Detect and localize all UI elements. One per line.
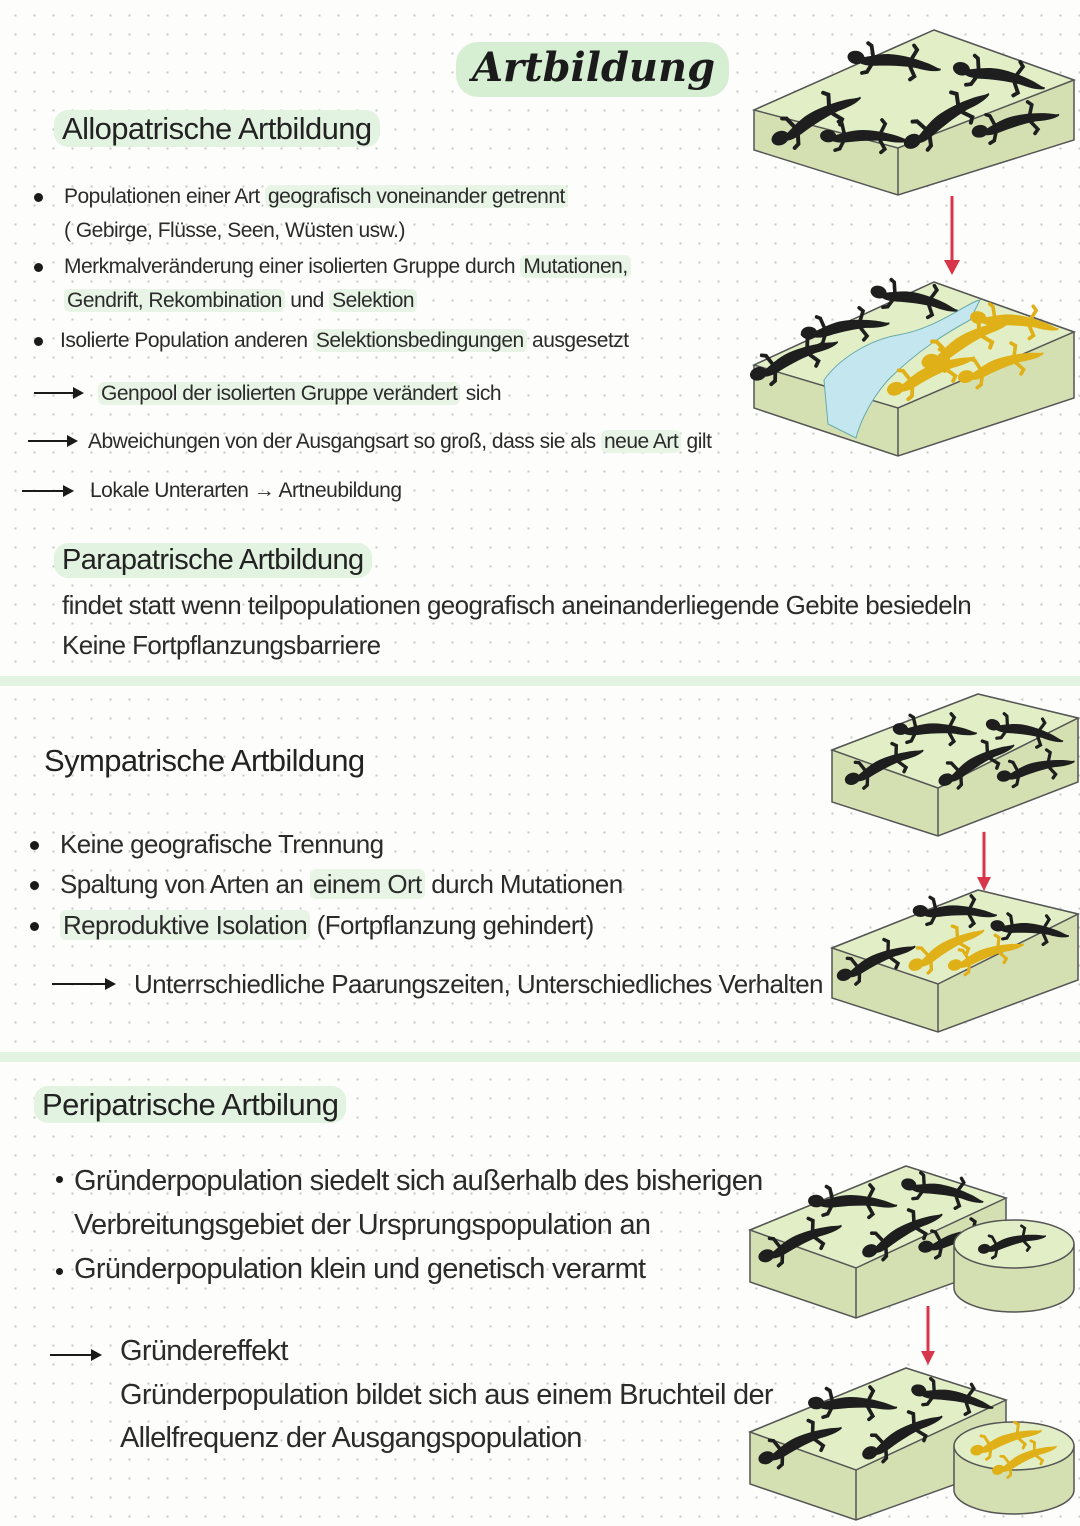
bullet-dot [30,922,39,931]
text-fragment: (Fortpflanzung gehindert) [310,910,594,940]
allopatric-heading: Allopatrische Artbildung [54,110,380,147]
text-fragment: Verbreitungsgebiet der Ursprungspopulation an [74,1208,651,1241]
highlight-text: einem Ort [310,869,425,899]
text-fragment: durch Mutationen [424,869,623,899]
text-fragment: Isolierte Population anderen [60,329,313,352]
peripatric-heading: Peripatrische Artbilung [34,1086,346,1123]
highlight-text: Selektionsbedingungen [313,329,527,352]
page-title: Artbildung [456,42,729,97]
text-fragment: ausgesetzt [526,329,629,352]
highlight-text: neue Art [601,430,681,453]
bullet-dot [56,1176,63,1183]
right-arrow-icon [50,1354,100,1356]
highlight-text: Genpool der isolierten Gruppe verändert [98,382,460,405]
text-fragment: Spaltung von Arten an [60,869,310,899]
highlight-text: geografisch voneinander getrennt [265,185,568,208]
peripatric-illustration [746,1160,1080,1522]
text-fragment: Abweichungen von der Ausgangsart so groß, dass sie als [88,430,601,453]
right-arrow-icon [52,983,114,985]
text-fragment: Populationen einer Art [64,185,265,208]
section-divider [0,1052,1080,1062]
text-fragment: Gründereffekt [120,1335,288,1367]
text-fragment: sich [460,382,502,405]
bullet-dot [34,193,43,202]
allopatric-arrow-1 [98,377,501,411]
right-arrow-icon [28,440,76,442]
text-fragment: und [284,288,330,312]
bullet-dot [30,841,39,850]
allopatric-bullet-1 [64,180,568,247]
bullet-dot [30,881,39,890]
allopatric-bullet-2 [64,250,631,317]
allopatric-arrow-3: Lokale Unterarten → Artneubildung [90,479,402,502]
sympatric-heading: Sympatrische Artbildung [44,743,365,778]
peripatric-arrow-text [120,1330,773,1461]
bullet-dot [56,1268,63,1275]
sympatric-bullet-1: Keine geografische Trennung [60,829,384,859]
allopatric-arrow-2 [88,425,711,459]
peripatric-bullet-2: Gründerpopulation klein und genetisch verarmt [74,1253,646,1285]
highlight-text: Reproduktive Isolation [60,910,310,940]
text-fragment: gilt [681,430,712,453]
right-arrow-icon [34,392,82,394]
parapatric-line-1: findet statt wenn teilpopulationen geografisch aneinanderliegende Gebite besiedeln [62,590,972,620]
sympatric-arrow-text: Unterrschiedliche Paarungszeiten, Unterschiedliches Verhalten [134,969,823,999]
section-divider [0,676,1080,686]
sympatric-bullet-2 [60,864,623,904]
allopatric-illustration [748,20,1080,460]
sympatric-bullet-3 [60,905,594,945]
text-fragment: Merkmalveränderung einer isolierten Gruppe durch [64,255,521,278]
bullet-dot [34,263,43,272]
parapatric-line-2: Keine Fortpflanzungsbarriere [62,630,381,660]
right-arrow-icon [22,490,72,492]
allopatric-bullet-3 [60,324,629,358]
bullet-dot [34,337,43,346]
text-fragment: ( Gebirge, Flüsse, Seen, Wüsten usw.) [64,218,405,242]
sympatric-illustration [828,690,1080,1035]
text-fragment: Gründerpopulation bildet sich aus einem Bruchteil der [120,1378,773,1411]
highlight-text: Selektion [329,289,417,312]
highlight-text: Mutationen, [520,255,630,278]
peripatric-bullet-1 [74,1160,763,1247]
highlight-text: Gendrift, Rekombination [64,289,285,312]
text-fragment: Gründerpopulation siedelt sich außerhalb des bisherigen [74,1165,763,1197]
parapatric-heading: Parapatrische Artbildung [54,543,372,578]
text-fragment: Allelfrequenz der Ausgangspopulation [120,1422,582,1454]
